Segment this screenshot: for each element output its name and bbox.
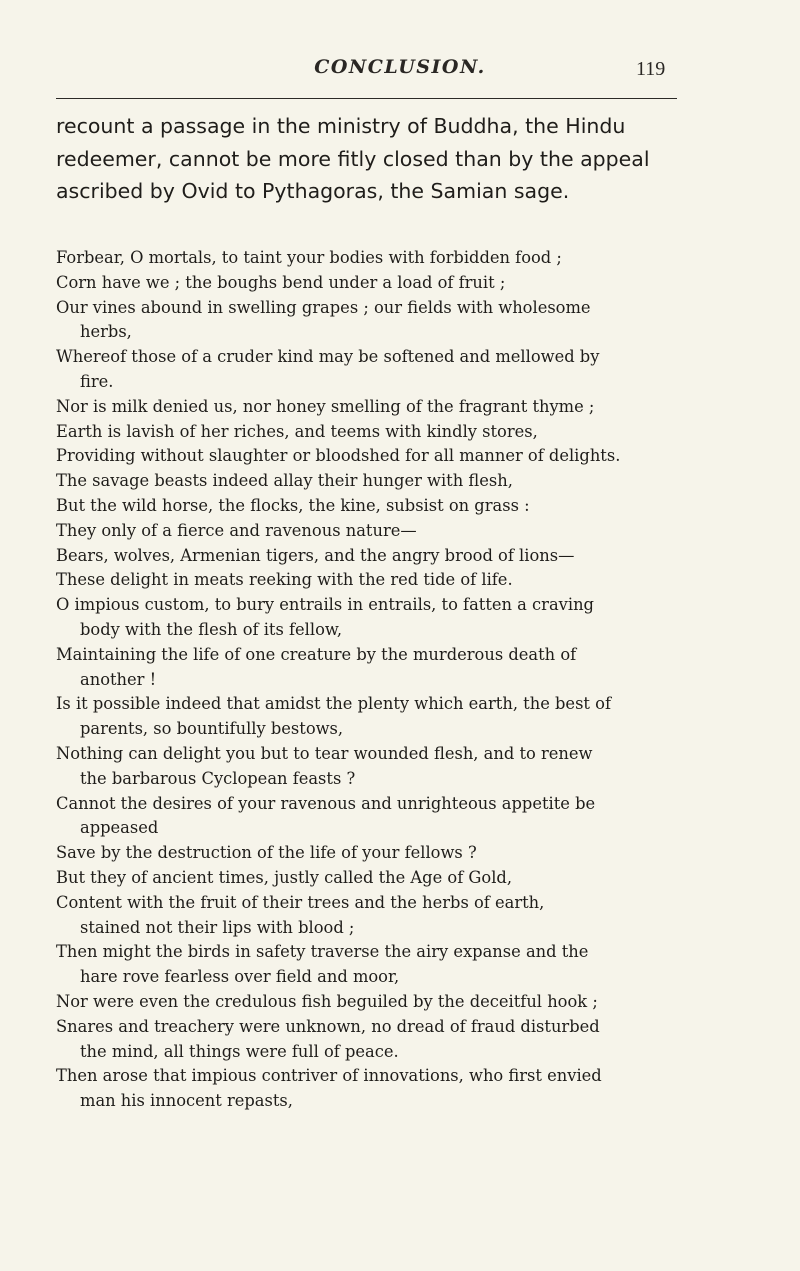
verse-continuation-line: the barbarous Cyclopean feasts ? [80, 768, 356, 788]
verse-line: Then arose that impious contriver of innovations, who first envied [56, 1066, 602, 1086]
verse-continuation-line: man his innocent repasts, [80, 1091, 293, 1111]
verse-line: Snares and treachery were unknown, no dread of fraud disturbed [56, 1016, 600, 1036]
chapter-title: CONCLUSION. [314, 56, 486, 78]
verse-line: The savage beasts indeed allay their hunger with flesh, [56, 471, 513, 491]
intro-line: ascribed by Ovid to Pythagoras, the Samian sage. [56, 179, 570, 203]
verse-quotation [56, 246, 696, 1114]
verse-continuation-line: the mind, all things were full of peace. [80, 1041, 399, 1061]
page-number: 119 [636, 58, 666, 80]
verse-line: Providing without slaughter or bloodshed for all manner of delights. [56, 446, 621, 466]
verse-continuation-line: appeased [80, 818, 159, 838]
verse-line: Whereof those of a cruder kind may be softened and mellowed by [56, 347, 600, 367]
verse-line: Nor is milk denied us, nor honey smelling of the fragrant thyme ; [56, 396, 595, 416]
verse-continuation-line: stained not their lips with blood ; [80, 917, 355, 937]
verse-line: Save by the destruction of the life of your fellows ? [56, 843, 477, 863]
verse-continuation-line: hare rove fearless over field and moor, [80, 967, 400, 987]
verse-line: O impious custom, to bury entrails in entrails, to fatten a craving [56, 595, 594, 615]
intro-paragraph [56, 110, 686, 208]
header-rule [56, 98, 677, 99]
verse-line: But the wild horse, the flocks, the kine, subsist on grass : [56, 495, 530, 515]
verse-continuation-line: herbs, [80, 322, 132, 342]
verse-line: Maintaining the life of one creature by the murderous death of [56, 644, 577, 664]
verse-line: Nor were even the credulous fish beguiled by the deceitful hook ; [56, 991, 598, 1011]
verse-line: Corn have we ; the boughs bend under a load of fruit ; [56, 272, 506, 292]
verse-line: They only of a fierce and ravenous nature— [56, 520, 417, 540]
verse-line: These delight in meats reeking with the red tide of life. [56, 570, 513, 590]
verse-line: Our vines abound in swelling grapes ; our fields with wholesome [56, 297, 591, 317]
verse-line: Bears, wolves, Armenian tigers, and the angry brood of lions— [56, 545, 575, 565]
verse-line: But they of ancient times, justly called the Age of Gold, [56, 867, 513, 887]
verse-line: Is it possible indeed that amidst the plenty which earth, the best of [56, 694, 611, 714]
running-head [0, 56, 800, 86]
verse-line: Nothing can delight you but to tear wounded flesh, and to renew [56, 743, 593, 763]
verse-line: Forbear, O mortals, to taint your bodies with forbidden food ; [56, 248, 562, 267]
verse-continuation-line: fire. [80, 371, 114, 391]
verse-continuation-line: another ! [80, 669, 157, 689]
verse-continuation-line: parents, so bountifully bestows, [80, 719, 344, 739]
verse-line: Content with the fruit of their trees and the herbs of earth, [56, 892, 545, 912]
intro-line: redeemer, cannot be more fitly closed than by the appeal [56, 146, 650, 171]
verse-line: Cannot the desires of your ravenous and unrighteous appetite be [56, 793, 596, 813]
verse-continuation-line: body with the flesh of its fellow, [80, 619, 343, 639]
verse-line: Then might the birds in safety traverse the airy expanse and the [56, 942, 589, 962]
verse-line: Earth is lavish of her riches, and teems with kindly stores, [56, 421, 538, 441]
intro-line: recount a passage in the ministry of Buddha, the Hindu [56, 114, 626, 138]
